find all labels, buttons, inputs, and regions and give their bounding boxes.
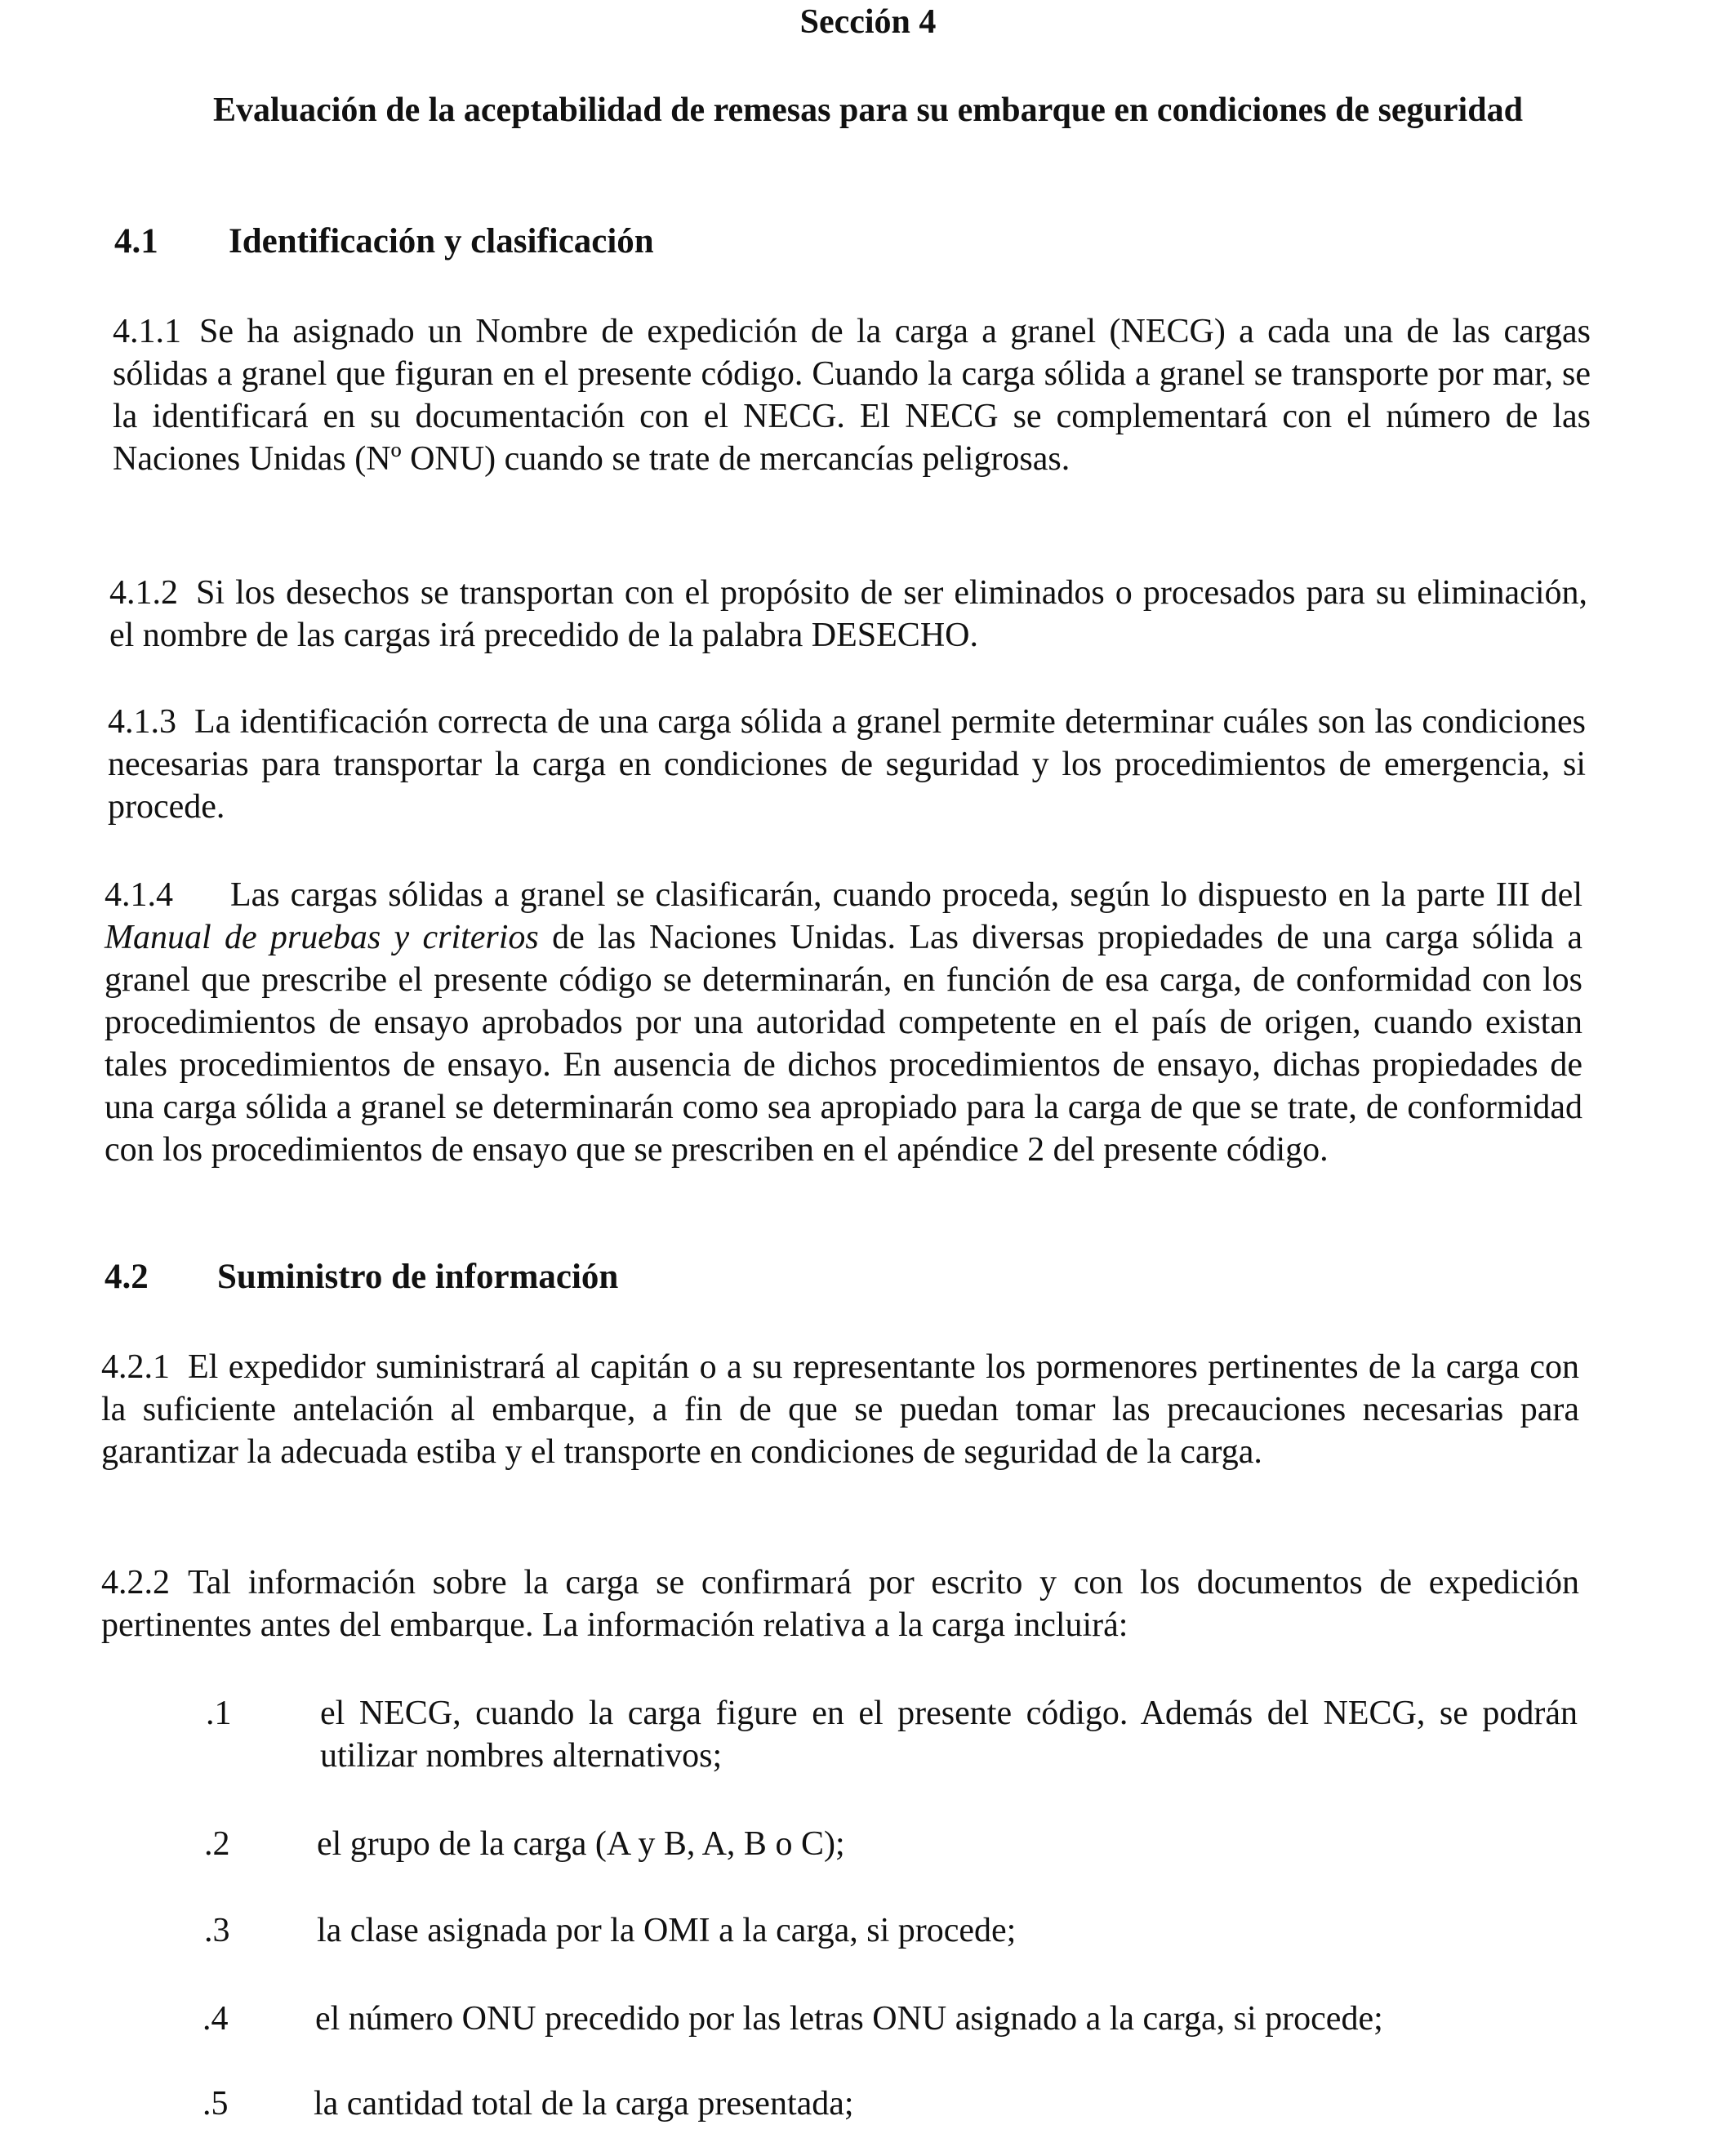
paragraph-text-before: Las cargas sólidas a granel se clasificarán, cuando proceda, según lo dispuesto en la parte III del — [230, 876, 1582, 914]
list-item-text: el NECG, cuando la carga figure en el presente código. Además del NECG, se podrán utilizar nombres alternativos; — [320, 1695, 1578, 1775]
paragraph-number: 4.2.2 — [101, 1564, 170, 1601]
paragraph-text: Se ha asignado un Nombre de expedición de la carga a granel (NECG) a cada una de las cargas sólidas a granel que figuran en el presente código. Cuando la carga sólida a granel se transporte por mar, se la identificará en su documentación con el NECG. El NECG se complementará con el número de las Naciones Unidas (Nº ONU) cuando se trate de mercancías peligrosas. — [113, 313, 1591, 478]
paragraph-4-2-1 — [101, 1346, 1579, 1473]
list-item-number: .2 — [204, 1825, 230, 1863]
section-title: Evaluación de la aceptabilidad de remesas para su embarque en condiciones de seguridad — [213, 91, 1523, 129]
paragraph-text: La identificación correcta de una carga sólida a granel permite determinar cuáles son las condiciones necesarias para transportar la carga en condiciones de seguridad y los procedimientos de emergencia, si procede. — [108, 703, 1586, 826]
paragraph-4-2-2 — [101, 1561, 1579, 1646]
paragraph-4-1-4 — [105, 874, 1582, 1171]
list-item-text: el número ONU precedido por las letras ONU asignado a la carga, si procede; — [315, 2000, 1383, 2038]
list-item-text: la clase asignada por la OMI a la carga, si procede; — [317, 1912, 1017, 1949]
heading-title: Identificación y clasificación — [229, 222, 654, 261]
publication-title: Manual de pruebas y criterios — [105, 919, 539, 956]
paragraph-number: 4.1.1 — [113, 313, 181, 350]
paragraph-number: 4.2.1 — [101, 1348, 170, 1386]
heading-number: 4.1 — [114, 222, 158, 261]
paragraph-text: Tal información sobre la carga se confirmará por escrito y con los documentos de expedición pertinentes antes del embarque. La información relativa a la carga incluirá: — [101, 1564, 1579, 1644]
list-item-number: .1 — [206, 1695, 232, 1732]
list-item-number: .3 — [204, 1912, 230, 1949]
paragraph-4-1-1 — [113, 310, 1591, 480]
paragraph-4-1-2 — [109, 572, 1587, 657]
list-item-text: la cantidad total de la carga presentada; — [314, 2085, 854, 2123]
heading-title: Suministro de información — [217, 1258, 619, 1296]
section-label: Sección 4 — [799, 3, 937, 41]
heading-number: 4.2 — [105, 1258, 149, 1296]
paragraph-number: 4.1.3 — [108, 703, 176, 741]
paragraph-number: 4.1.4 — [105, 876, 173, 914]
paragraph-text: Si los desechos se transportan con el propósito de ser eliminados o procesados para su eliminación, el nombre de las cargas irá precedido de la palabra DESECHO. — [109, 574, 1587, 654]
paragraph-text-after: de las Naciones Unidas. Las diversas propiedades de una carga sólida a granel que prescribe el presente código se determinarán, en función de esa carga, de conformidad con los procedimientos de ensayo aprobados por una autoridad competente en el país de origen, cuando existan tales procedimientos de ensayo. En ausencia de dichos procedimientos de ensayo, dichas propiedades de una carga sólida a granel se determinarán como sea apropiado para la carga de que se trate, de conformidad con los procedimientos de ensayo que se prescriben en el apéndice 2 del presente código. — [105, 919, 1582, 1169]
list-item-text: el grupo de la carga (A y B, A, B o C); — [317, 1825, 845, 1863]
heading-4-2 — [105, 1256, 618, 1298]
heading-4-1 — [114, 220, 654, 263]
paragraph-number: 4.1.2 — [109, 574, 178, 612]
list-item-number: .5 — [203, 2085, 229, 2123]
paragraph-4-1-3 — [108, 701, 1586, 828]
paragraph-text: El expedidor suministrará al capitán o a su representante los pormenores pertinentes de la carga con la suficiente antelación al embarque, a fin de que se puedan tomar las precauciones necesarias para garantizar la adecuada estiba y el transporte en condiciones de seguridad de la carga. — [101, 1348, 1579, 1471]
list-item-number: .4 — [203, 2000, 229, 2038]
